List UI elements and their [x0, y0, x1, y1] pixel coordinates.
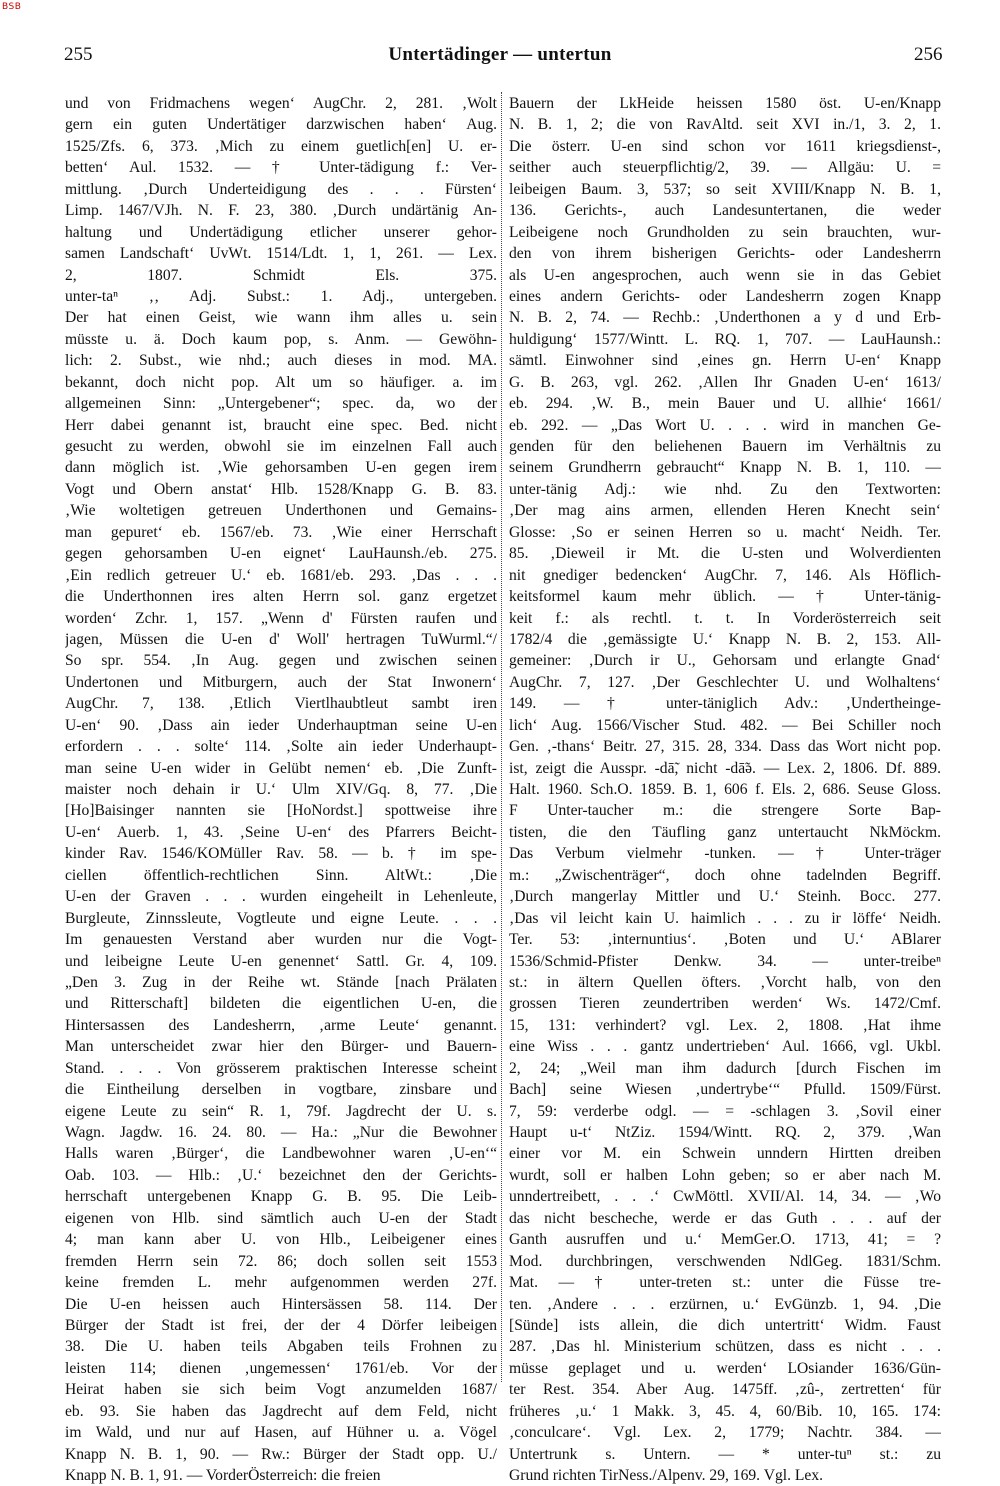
text-line: Vogt und Obern anstat‘ Hlb. 1528/Knapp G. B. 83. [65, 480, 497, 498]
text-line: kinder Rav. 1546/KOMüller Rav. 58. — b. † im spe- [65, 845, 497, 863]
text-line: Herr dabei genannt ist, braucht eine spec. Bed. nicht [65, 416, 497, 434]
text-line: 7, 59: verderbe odgl. — = -schlagen 3. ‚Sovil einer [509, 1102, 941, 1120]
text-line: betten‘ Aul. 1532. — † Unter-tädigung f.: Ver- [65, 159, 497, 177]
text-column-left [65, 93, 497, 1486]
text-line: jagen, Müssen die U-en d' Woll' hertragen TuWurml.“/ [65, 630, 497, 648]
text-line: maister noch dehain ir U.‘ Ulm XIV/Gq. 8, 77. ‚Die [65, 781, 497, 798]
text-line: die Underthonnen ires alten Herrn sol. ganz ergetzet [65, 588, 497, 606]
text-line: Leibeigene noch Grundholden zu sein brauchten, wur- [509, 223, 941, 241]
text-line: 4; man kann aber U. von Hlb., Leibeigener eines [65, 1231, 497, 1249]
text-line: Im genauesten Verstand aber wurden nur die Vogt- [65, 931, 497, 949]
text-line: seither auch steuerpflichtig/2, 39. — Allgäu: U. = [509, 159, 941, 177]
text-line: genden für den beliehenen Bauern im Verhältnis zu [509, 438, 941, 455]
text-line: Die österr. U-en sind schon vor 1611 kriegsdienst-, [509, 137, 941, 155]
text-line: eb. 292. — „Das Wort U. . . . wird in manchen Ge- [509, 416, 941, 434]
text-line: 1536/Schmid-Pfister Denkw. 34. — unter-treibeⁿ [509, 952, 941, 970]
text-line: das nicht bescheche, werde er das Guth . . . auf der [509, 1209, 941, 1227]
text-line: 15, 131: verhindert? vgl. Lex. 2, 1808. ‚Hat ihme [509, 1016, 941, 1034]
text-line: Das Verbum vielmehr -tunken. — † Unter-träger [509, 845, 941, 863]
text-line: keitsformel kaum mehr üblich. — † Unter-tänig- [509, 588, 941, 606]
text-line: So spr. 554. ‚In Aug. gegen und zwischen seinen [65, 652, 497, 670]
text-line: seinem Grundherrn gebraucht“ Knapp N. B. 1, 110. — [509, 459, 941, 477]
text-line: Mod. durchbringen, verschwenden NdlGeg. 1831/Schm. [509, 1252, 941, 1270]
text-line: die Eintheilung derselben in vogtbare, zinsbare und [65, 1081, 497, 1099]
text-line: unter-tänig Adj.: wie nhd. Zu den Textworten: [509, 480, 941, 498]
text-line: als U-en angesprochen, auch wenn sie in das Gebiet [509, 266, 941, 284]
library-stamp: BSB [2, 2, 22, 12]
text-line: keit f.: als rechtl. t. t. In Vorderösterreich seit [509, 609, 941, 627]
text-line: 136. Gerichts-, auch Landesuntertanen, die weder [509, 202, 941, 220]
text-line: einer vor M. ein Schwein unndern Hirtten dreiben [509, 1145, 941, 1163]
text-line: worden‘ Zchr. 1, 157. „Wenn d' Fürsten raufen und [65, 609, 497, 627]
text-line: früheres ‚u.‘ 1 Makk. 3, 45. 4, 60/Bib. 10, 165. 174: [509, 1402, 941, 1420]
text-line: lich: 2. Subst., wie nhd.; auch dieses in mod. MA. [65, 352, 497, 370]
text-line: Knapp N. B. 1, 91. — VorderÖsterreich: die freien [65, 1467, 381, 1484]
text-line: Halls waren ‚Bürger‘, die Landbewohner waren ‚U-en‘“ [65, 1145, 497, 1163]
text-line: ist, zeigt die Ausspr. -dā̃, nicht -dā̃ǝ. — Lex. 2, 1806. Df. 889. [509, 759, 941, 777]
text-line: sämtl. Einwohner sind ‚eines gn. Herrn U-en‘ Knapp [509, 352, 941, 370]
text-line: man gepuret‘ eb. 1567/eb. 73. ‚Wie einer Herrschaft [65, 523, 497, 541]
text-line: Untertrunk s. Untern. — * unter-tuⁿ st.: zu [509, 1445, 941, 1463]
text-line: Heirat haben sie sich beim Vogt anzumelden 1687/ [65, 1381, 497, 1399]
text-line: lich‘ Aug. 1566/Vischer Stud. 482. — Bei Schiller noch [509, 716, 941, 734]
text-line: eine Wiss . . . gantz undertrieben‘ Aul. 1666, vgl. Ukbl. [509, 1038, 941, 1056]
text-line: U-en‘ Auerb. 1, 43. ‚Seine U-en‘ des Pfarrers Beicht- [65, 823, 497, 841]
text-line: st.: in ältern Quellen öfters. ‚Vorcht halb, von den [509, 973, 941, 991]
text-line: Wagn. Jagdw. 16. 24. 80. — Ha.: „Nur die Bewohner [65, 1124, 497, 1141]
text-line: Knapp N. B. 1, 90. — Rw.: Bürger der Stadt opp. U./ [65, 1445, 497, 1463]
text-line: eines andern Gerichts- oder Landesherrn zogen Knapp [509, 287, 941, 305]
text-line: huldigung‘ 1577/Wintt. L. RQ. 1, 707. — LauHaunsh.: [509, 330, 941, 348]
text-line: wurdt, soll er halben Lohn geben; so er aber nach M. [509, 1166, 941, 1184]
text-line: bekannt, doch nicht pop. Alt um so häufiger. a. im [65, 373, 497, 391]
text-line: Man unterscheidet zwar hier den Bürger- und Bauern- [65, 1038, 497, 1056]
text-line: m.: „Zwischenträger“, doch ohne tadelnden Begriff. [509, 866, 941, 884]
page-number-left: 255 [64, 44, 93, 65]
text-line: im Wald, und nur auf Hasen, auf Hühner u. a. Vögel [65, 1424, 497, 1442]
running-head: Untertädinger — untertun [388, 44, 612, 65]
text-line: Bauern der LkHeide heissen 1580 öst. U-en/Knapp [509, 95, 941, 112]
text-line: ‚Der mag ains armen, ellenden Heren Knecht sein‘ [509, 502, 941, 520]
text-line: U-en‘ 90. ‚Dass ain ieder Underhauptman seine U-en [65, 716, 497, 734]
text-line: Undertonen und Mitburgern, auch der Stat Inwonern‘ [65, 673, 497, 691]
text-line: herrschaft untergebenen Knapp G. B. 95. Die Leib- [65, 1188, 497, 1206]
text-line: gern ein guten Undertätiger darzwischen haben‘ Aug. [65, 116, 497, 134]
text-line: grossen Tieren zeundertriben werden‘ Ws. 1472/Cmf. [509, 995, 941, 1013]
text-line: müsse geplaget und u. werden‘ LOsiander 1636/Gün- [509, 1359, 941, 1377]
text-line: keine fremden L. mehr aufgenommen werden 27f. [65, 1274, 497, 1292]
text-line: Burgleute, Zinnssleute, Vogtleute und eigne Leute. . . . [65, 909, 497, 927]
text-line: Glosse: ‚So er seinen Herren so u. macht‘ Neidh. Ter. [509, 523, 941, 541]
column-divider [501, 92, 502, 1382]
text-line: Grund richten TirNess./Alpenv. 29, 169. Vgl. Lex. [509, 1467, 824, 1484]
page-number-right: 256 [914, 44, 943, 65]
text-line: Der hat einen Geist, wie wann ihm alles u. sein [65, 309, 497, 327]
text-line: 2, 1807. Schmidt Els. 375. [65, 266, 497, 284]
text-line: Bürger der Stadt ist frei, der der 4 Dörfer leibeigen [65, 1316, 497, 1334]
text-line: gegen gehorsamben U-en eignet‘ LauHaunsh./eb. 275. [65, 545, 497, 563]
text-line: und von Fridmachens wegen‘ AugChr. 2, 281. ‚Wolt [65, 95, 497, 112]
text-line: U-en der Graven . . . wurden eingeheilt in Lehenleute, [65, 888, 497, 906]
text-line: 85. ‚Dieweil ir Mt. die U-sten und Wolverdienten [509, 545, 941, 563]
text-line: ‚Wie woltetigen getreuen Underthonen und Gemains- [65, 502, 497, 520]
text-line: 38. Die U. haben teils Abgaben teils Frohnen zu [65, 1338, 497, 1356]
text-line: ‚Durch mangerlay Mittler und U.‘ Steinh. Bocc. 277. [509, 888, 941, 906]
text-line: AugChr. 7, 138. ‚Etlich Viertlhaubtleut sambt iren [65, 695, 497, 713]
text-line: ciellen öffentlich-rechtlichen Sinn. AltWt.: ‚Die [65, 866, 497, 884]
text-line: ten. ‚Andere . . . erzürnen, u.‘ EvGünzb. 1, 94. ‚Die [509, 1295, 941, 1313]
text-line: unter-taⁿ ‚‚ Adj. Subst.: 1. Adj., untergeben. [65, 287, 497, 305]
text-line: N. B. 1, 2; die von RavAltd. seit XVI in./1, 3. 2, 1. [509, 116, 941, 134]
text-line: man seine U-en wider in Gelübt nemen‘ eb. ‚Die Zunft- [65, 759, 497, 777]
text-line: Die U-en heissen auch Hintersässen 58. 114. Der [65, 1295, 497, 1313]
text-line: AugChr. 7, 127. ‚Der Geschlechter U. und Wolhaltens‘ [509, 673, 941, 691]
text-line: Oab. 103. — Hlb.: ‚U.‘ bezeichnet den der Gerichts- [65, 1166, 497, 1184]
text-line: fremden Herrn sein 72. 86; doch sollen seit 1553 [65, 1252, 497, 1270]
text-line: eigenen von Hlb. sind sämtlich auch U-en der Stadt [65, 1209, 497, 1227]
text-line: G. B. 263, vgl. 262. ‚Allen Ihr Gnaden U-en‘ 1613/ [509, 373, 941, 391]
text-line: [Sünde] ists allein, die dich untertritt‘ Widm. Faust [509, 1316, 941, 1334]
text-line: und Ritterschaft] bildeten die eigentlichen U-en, die [65, 995, 497, 1013]
text-line: und leibeigne Leute U-en genennet‘ Sattl. Gr. 4, 109. [65, 952, 497, 970]
text-line: ‚Das vil leicht kain U. haimlich . . . zu ir löffe‘ Neidh. [509, 909, 941, 927]
text-line: Bach] seine Wiesen ‚undertrybe‘“ Pfulld. 1509/Fürst. [509, 1081, 941, 1099]
text-line: den von ihrem bisherigen Gerichts- oder Landesherrn [509, 245, 941, 263]
text-line: N. B. 2, 74. — Rechb.: ‚Underthonen a y d und Erb- [509, 309, 941, 327]
text-line: Gen. ‚-thans‘ Beitr. 27, 315. 28, 334. Dass das Wort nicht pop. [509, 738, 941, 756]
text-line: eb. 93. Sie haben das Jagdrecht auf dem Feld, nicht [65, 1402, 497, 1420]
text-line: Halt. 1960. Sch.O. 1859. B. 1, 606 f. Els. 2, 686. Seuse Gloss. [509, 781, 941, 798]
text-line: müsste u. ä. Doch kaum pop, s. Anm. — Gewöhn- [65, 330, 497, 348]
text-line: Haupt u-t‘ NtZiz. 1594/Wintt. RQ. 2, 379. ‚Wan [509, 1124, 941, 1141]
text-line: ‚conculcare‘. Vgl. Lex. 2, 1779; Nachtr. 384. — [509, 1424, 941, 1442]
text-line: unndertreibett, . . .‘ CwMöttl. XVII/Al. 14, 34. — ‚Wo [509, 1188, 941, 1206]
text-line: F Unter-taucher m.: die strengere Sorte Bap- [509, 802, 941, 820]
text-line: Hintersassen des Landesherrn, ‚arme Leute‘ genannt. [65, 1016, 497, 1034]
text-line: dann möglich ist. ‚Wie gehorsamben U-en gegen irem [65, 459, 497, 477]
text-line: gemeiner: ‚Durch ir U., Gehorsam und erlangte Gnad‘ [509, 652, 941, 670]
text-line: Ter. 53: ‚internuntius‘. ‚Boten und U.‘ ABlarer [509, 931, 941, 949]
text-line: 1782/4 die ‚gemässigte U.‘ Knapp N. B. 2, 153. All- [509, 630, 941, 648]
text-line: 287. ‚Das hl. Ministerium schützen, dass es nicht . . . [509, 1338, 941, 1356]
text-line: gesucht zu werden, obwohl sie im einzelnen Fall auch [65, 438, 497, 455]
text-line: erfordern . . . solte‘ 114. ‚Solte ain ieder Underhaupt- [65, 738, 497, 756]
text-line: eb. 294. ‚W. B., mein Bauer und U. allhie‘ 1661/ [509, 395, 941, 413]
text-line: ter Rest. 354. Aber Aug. 1475ff. ‚zû-, zertretten‘ für [509, 1381, 941, 1399]
text-line: Limp. 1467/VJh. N. F. 23, 380. ‚Durch undärtänig An- [65, 202, 497, 220]
text-line: ‚Ein redlich getreuer U.‘ eb. 1681/eb. 293. ‚Das . . . [65, 566, 497, 584]
text-line: 149. — † unter-täniglich Adv.: ‚Undertheinge- [509, 695, 941, 713]
text-line: leibeigen Baum. 3, 537; so seit XVIII/Knapp N. B. 1, [509, 180, 941, 198]
text-line: samen Landschaft‘ UvWt. 1514/Ldt. 1, 1, 261. — Lex. [65, 245, 497, 263]
text-line: Stand. . . . Von grösserem praktischen Interesse scheint [65, 1059, 497, 1077]
text-line: tisten, die den Täufling ganz untertaucht NkMöckm. [509, 823, 941, 841]
text-line: allgemeinen Sinn: „Untergebener“; spec. da, wo der [65, 395, 497, 413]
text-line: Mat. — † unter-treten st.: unter die Füsse tre- [509, 1274, 941, 1292]
text-column-right [509, 93, 941, 1486]
text-line: nit gnediger bedencken‘ AugChr. 7, 146. Als Höflich- [509, 566, 941, 584]
text-line: mittlung. ‚Durch Underteidigung des . . . Fürsten‘ [65, 180, 497, 198]
text-line: „Den 3. Zug in der Reihe wt. Stände [nach Prälaten [65, 973, 497, 991]
text-line: haltung und Undertädigung etlicher unserer gehor- [65, 223, 497, 241]
text-line: 1525/Zfs. 6, 373. ‚Mich zu einem guetlich[en] U. er- [65, 137, 497, 155]
text-line: Ganth ausruffen und u.‘ MemGer.O. 1713, 41; = ? [509, 1231, 941, 1249]
text-line: eigene Leute zu sein“ R. 1, 79f. Jagdrecht der U. s. [65, 1102, 497, 1120]
text-line: [Ho]Baisinger nannten sie [HoNordst.] spottweise ihre [65, 802, 497, 820]
text-line: leisten 114; dienen ‚ungemessen‘ 1761/eb. Vor der [65, 1359, 497, 1377]
text-line: 2, 24; „Weil man ihm dadurch [durch Fischen im [509, 1059, 941, 1077]
